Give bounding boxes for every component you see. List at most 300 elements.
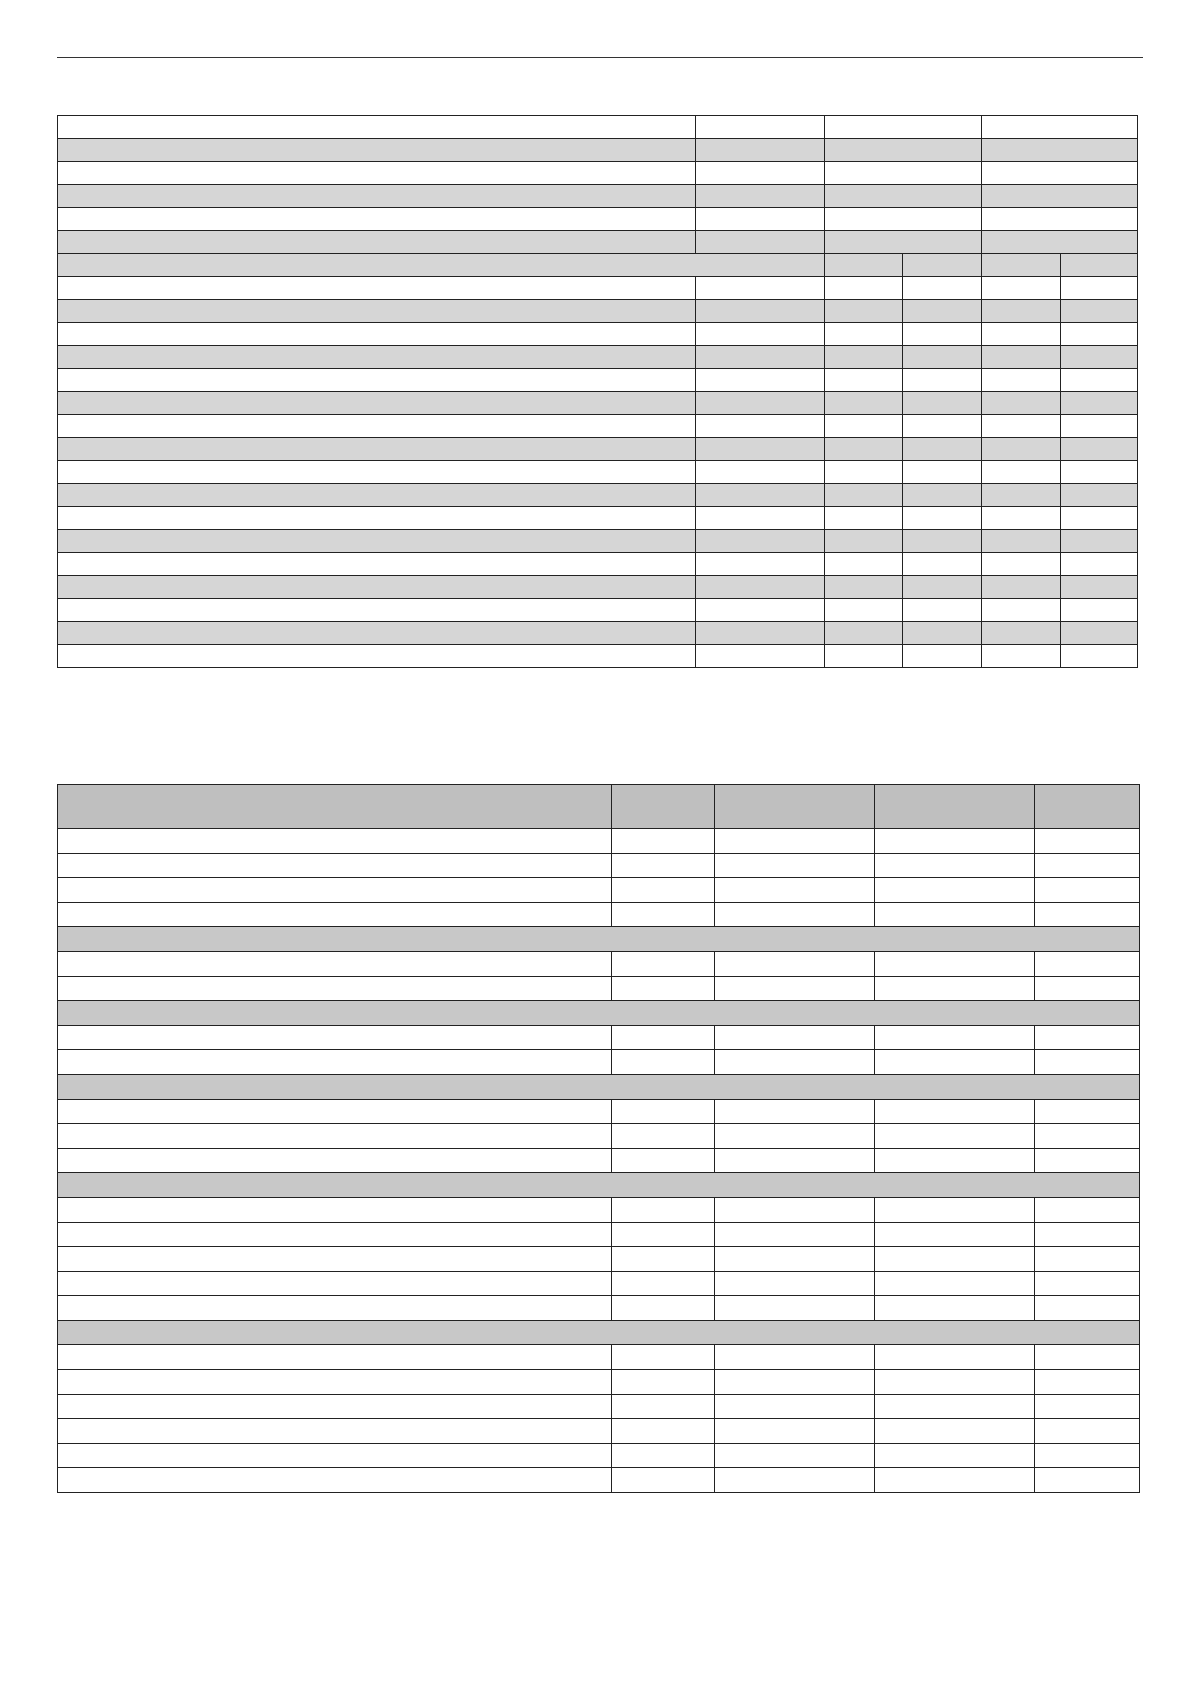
spec-value-cell [903,346,982,369]
list-label-cell [58,829,612,854]
list-header-cell [612,785,715,829]
spec-value-cell [696,484,825,507]
list-row [58,853,1140,878]
spec-subheader-row [58,254,1138,277]
spec-value-cell [1061,300,1138,323]
spec-sub-row [58,484,1138,507]
list-value-cell [1035,829,1140,854]
list-value-cell [715,853,875,878]
list-value-cell [1035,1296,1140,1321]
spec-value-cell [982,415,1061,438]
list-value-cell [1035,1370,1140,1395]
spec-value-cell [903,599,982,622]
spec-value-cell [982,162,1138,185]
list-label-cell [58,902,612,927]
list-value-cell [875,1124,1035,1149]
list-value-cell [875,1370,1035,1395]
spec-value-cell [903,507,982,530]
header-rule [57,57,1143,58]
spec-sub-row [58,622,1138,645]
spec-value-cell [1061,415,1138,438]
spec-value-cell [825,576,903,599]
list-value-cell [1035,1099,1140,1124]
list-label-cell [58,1419,612,1444]
spec-subheader-cell [825,254,903,277]
list-value-cell [875,1394,1035,1419]
spec-value-cell [982,507,1061,530]
spec-value-cell [982,116,1138,139]
spec-value-cell [982,438,1061,461]
spec-value-cell [696,530,825,553]
spec-value-cell [1061,461,1138,484]
list-value-cell [612,853,715,878]
spec-value-cell [825,622,903,645]
list-label-cell [58,878,612,903]
list-value-cell [1035,976,1140,1001]
spec-value-cell [1061,438,1138,461]
spec-value-cell [1061,599,1138,622]
spec-value-cell [1061,277,1138,300]
spec-value-cell [982,139,1138,162]
spec-value-cell [982,300,1061,323]
list-value-cell [612,1394,715,1419]
list-value-cell [715,902,875,927]
spec-value-cell [696,438,825,461]
spec-value-cell [825,208,982,231]
spec-value-cell [903,277,982,300]
list-value-cell [612,1025,715,1050]
spec-value-cell [825,231,982,254]
spec-label-cell [58,346,696,369]
spec-value-cell [982,553,1061,576]
list-value-cell [875,853,1035,878]
spec-top-row [58,185,1138,208]
spec-subheader-cell [982,254,1061,277]
list-value-cell [875,878,1035,903]
list-value-cell [1035,1050,1140,1075]
spec-value-cell [982,369,1061,392]
list-value-cell [1035,1419,1140,1444]
list-value-cell [715,1050,875,1075]
spec-value-cell [825,392,903,415]
spec-sub-row [58,576,1138,599]
spec-value-cell [982,185,1138,208]
list-value-cell [875,976,1035,1001]
spec-sub-row [58,300,1138,323]
list-value-cell [715,951,875,976]
list-value-cell [612,951,715,976]
list-row [58,976,1140,1001]
spec-value-cell [696,369,825,392]
spec-table [57,115,1138,668]
spec-label-cell [58,645,696,668]
spec-top-row [58,162,1138,185]
spec-label-cell [58,392,696,415]
list-header-row [58,785,1140,829]
list-value-cell [875,1148,1035,1173]
list-value-cell [1035,853,1140,878]
list-section-row [58,927,1140,952]
list-value-cell [875,1197,1035,1222]
spec-value-cell [1061,392,1138,415]
spec-value-cell [825,438,903,461]
list-value-cell [1035,902,1140,927]
spec-value-cell [982,576,1061,599]
spec-label-cell [58,530,696,553]
list-row [58,1271,1140,1296]
spec-top-row [58,231,1138,254]
list-label-cell [58,1222,612,1247]
list-header-cell [875,785,1035,829]
spec-label-cell [58,162,696,185]
spec-value-cell [903,415,982,438]
spec-top-row [58,208,1138,231]
list-value-cell [875,1222,1035,1247]
spec-value-cell [825,300,903,323]
spec-value-cell [825,484,903,507]
list-row [58,1025,1140,1050]
spec-value-cell [696,346,825,369]
list-label-cell [58,853,612,878]
list-value-cell [875,1271,1035,1296]
spec-value-cell [1061,645,1138,668]
list-value-cell [875,1099,1035,1124]
spec-value-cell [982,208,1138,231]
spec-sub-row [58,415,1138,438]
spec-label-cell [58,139,696,162]
spec-value-cell [1061,323,1138,346]
list-row [58,1370,1140,1395]
list-value-cell [715,1394,875,1419]
list-value-cell [875,1296,1035,1321]
spec-value-cell [903,369,982,392]
list-value-cell [715,1197,875,1222]
list-value-cell [875,1025,1035,1050]
spec-value-cell [825,139,982,162]
list-row [58,1099,1140,1124]
spec-value-cell [903,300,982,323]
list-row [58,829,1140,854]
list-row [58,1222,1140,1247]
list-value-cell [1035,1394,1140,1419]
list-row [58,1197,1140,1222]
list-row [58,1345,1140,1370]
spec-value-cell [982,530,1061,553]
spec-sub-row [58,461,1138,484]
list-label-cell [58,951,612,976]
spec-value-cell [825,461,903,484]
spec-value-cell [696,599,825,622]
list-value-cell [715,1099,875,1124]
spec-value-cell [696,645,825,668]
spec-value-cell [1061,484,1138,507]
spec-value-cell [825,277,903,300]
list-row [58,1296,1140,1321]
list-value-cell [1035,1222,1140,1247]
list-value-cell [612,1468,715,1493]
spec-subheader-label [58,254,825,277]
list-value-cell [1035,878,1140,903]
spec-sub-row [58,438,1138,461]
spec-label-cell [58,277,696,300]
list-value-cell [612,1148,715,1173]
list-label-cell [58,1443,612,1468]
spec-value-cell [696,162,825,185]
spec-value-cell [825,185,982,208]
spec-value-cell [825,645,903,668]
spec-value-cell [982,461,1061,484]
spec-subheader-cell [903,254,982,277]
spec-value-cell [825,116,982,139]
list-value-cell [715,1124,875,1149]
list-value-cell [875,1345,1035,1370]
list-label-cell [58,1468,612,1493]
spec-value-cell [825,530,903,553]
list-value-cell [715,1296,875,1321]
list-value-cell [875,951,1035,976]
spec-value-cell [825,599,903,622]
list-value-cell [612,878,715,903]
list-section-row [58,1173,1140,1198]
spec-value-cell [696,415,825,438]
list-value-cell [1035,1247,1140,1272]
list-label-cell [58,1148,612,1173]
list-label-cell [58,1099,612,1124]
list-section-cell [58,927,1140,952]
spec-value-cell [696,576,825,599]
list-section-cell [58,1074,1140,1099]
spec-value-cell [903,576,982,599]
spec-sub-row [58,323,1138,346]
list-value-cell [612,1197,715,1222]
spec-value-cell [903,484,982,507]
spec-value-cell [1061,530,1138,553]
spec-value-cell [1061,553,1138,576]
list-label-cell [58,1271,612,1296]
spec-value-cell [982,346,1061,369]
spec-sub-row [58,392,1138,415]
spec-sub-row [58,530,1138,553]
spec-label-cell [58,369,696,392]
list-value-cell [612,1247,715,1272]
spec-top-row [58,139,1138,162]
list-row [58,1468,1140,1493]
list-row [58,902,1140,927]
list-section-cell [58,1173,1140,1198]
list-value-cell [715,878,875,903]
list-row [58,951,1140,976]
list-value-cell [715,1247,875,1272]
list-value-cell [612,1296,715,1321]
spec-value-cell [903,553,982,576]
spec-value-cell [825,369,903,392]
spec-value-cell [825,162,982,185]
spec-value-cell [696,461,825,484]
spec-sub-row [58,645,1138,668]
list-label-cell [58,1247,612,1272]
list-value-cell [1035,1443,1140,1468]
list-value-cell [715,829,875,854]
spec-value-cell [825,507,903,530]
spec-value-cell [1061,369,1138,392]
spec-value-cell [696,507,825,530]
list-value-cell [875,1050,1035,1075]
list-value-cell [715,1271,875,1296]
list-value-cell [1035,1124,1140,1149]
list-value-cell [612,1419,715,1444]
spec-value-cell [696,277,825,300]
list-value-cell [875,1443,1035,1468]
spec-sub-row [58,553,1138,576]
spec-value-cell [982,323,1061,346]
list-row [58,1443,1140,1468]
list-value-cell [715,1222,875,1247]
spec-label-cell [58,484,696,507]
spec-value-cell [825,346,903,369]
list-label-cell [58,1345,612,1370]
list-value-cell [612,1222,715,1247]
spec-value-cell [982,622,1061,645]
list-label-cell [58,1197,612,1222]
spec-value-cell [903,530,982,553]
list-label-cell [58,1370,612,1395]
spec-label-cell [58,622,696,645]
spec-value-cell [982,645,1061,668]
spec-value-cell [696,116,825,139]
list-row [58,1394,1140,1419]
spec-value-cell [696,139,825,162]
spec-label-cell [58,300,696,323]
spec-sub-row [58,599,1138,622]
list-label-cell [58,1124,612,1149]
list-value-cell [715,1443,875,1468]
spec-value-cell [825,323,903,346]
list-value-cell [612,902,715,927]
spec-label-cell [58,323,696,346]
list-value-cell [1035,1271,1140,1296]
spec-value-cell [696,392,825,415]
list-section-cell [58,1320,1140,1345]
spec-sub-row [58,507,1138,530]
spec-value-cell [696,622,825,645]
spec-label-cell [58,116,696,139]
list-value-cell [612,1099,715,1124]
spec-sub-row [58,277,1138,300]
list-value-cell [875,1468,1035,1493]
list-value-cell [612,1370,715,1395]
list-value-cell [612,1443,715,1468]
list-row [58,1124,1140,1149]
spec-value-cell [825,415,903,438]
spec-subheader-cell [1061,254,1138,277]
list-label-cell [58,1025,612,1050]
list-value-cell [612,1271,715,1296]
spec-label-cell [58,208,696,231]
spec-label-cell [58,415,696,438]
list-table [57,784,1140,1493]
spec-label-cell [58,231,696,254]
list-label-cell [58,976,612,1001]
spec-value-cell [825,553,903,576]
list-section-row [58,1320,1140,1345]
spec-value-cell [982,277,1061,300]
list-value-cell [1035,1197,1140,1222]
spec-label-cell [58,599,696,622]
list-section-cell [58,1001,1140,1026]
list-value-cell [612,829,715,854]
spec-value-cell [696,231,825,254]
spec-label-cell [58,576,696,599]
list-row [58,878,1140,903]
spec-value-cell [982,484,1061,507]
spec-value-cell [903,323,982,346]
list-row [58,1247,1140,1272]
list-header-cell [58,785,612,829]
spec-value-cell [1061,507,1138,530]
spec-label-cell [58,553,696,576]
list-header-cell [1035,785,1140,829]
spec-value-cell [982,392,1061,415]
list-value-cell [875,829,1035,854]
list-value-cell [612,1124,715,1149]
list-value-cell [715,1370,875,1395]
spec-value-cell [982,231,1138,254]
spec-value-cell [903,392,982,415]
spec-value-cell [1061,576,1138,599]
list-row [58,1148,1140,1173]
list-label-cell [58,1296,612,1321]
list-value-cell [715,1345,875,1370]
list-value-cell [1035,951,1140,976]
spec-value-cell [696,185,825,208]
spec-label-cell [58,507,696,530]
spec-label-cell [58,185,696,208]
list-label-cell [58,1050,612,1075]
list-section-row [58,1074,1140,1099]
list-row [58,1050,1140,1075]
spec-value-cell [696,553,825,576]
list-value-cell [715,1468,875,1493]
list-value-cell [715,1419,875,1444]
spec-label-cell [58,438,696,461]
list-value-cell [715,1148,875,1173]
list-row [58,1419,1140,1444]
list-value-cell [612,1050,715,1075]
spec-value-cell [903,461,982,484]
spec-value-cell [982,599,1061,622]
list-value-cell [715,976,875,1001]
list-section-row [58,1001,1140,1026]
list-value-cell [612,976,715,1001]
list-value-cell [875,1247,1035,1272]
spec-top-row [58,116,1138,139]
spec-value-cell [903,438,982,461]
spec-value-cell [903,622,982,645]
list-label-cell [58,1394,612,1419]
spec-value-cell [696,323,825,346]
spec-value-cell [696,208,825,231]
list-header-cell [715,785,875,829]
list-value-cell [612,1345,715,1370]
list-value-cell [1035,1345,1140,1370]
list-value-cell [875,902,1035,927]
spec-value-cell [696,300,825,323]
list-value-cell [1035,1468,1140,1493]
spec-sub-row [58,346,1138,369]
spec-label-cell [58,461,696,484]
list-value-cell [1035,1025,1140,1050]
list-value-cell [1035,1148,1140,1173]
